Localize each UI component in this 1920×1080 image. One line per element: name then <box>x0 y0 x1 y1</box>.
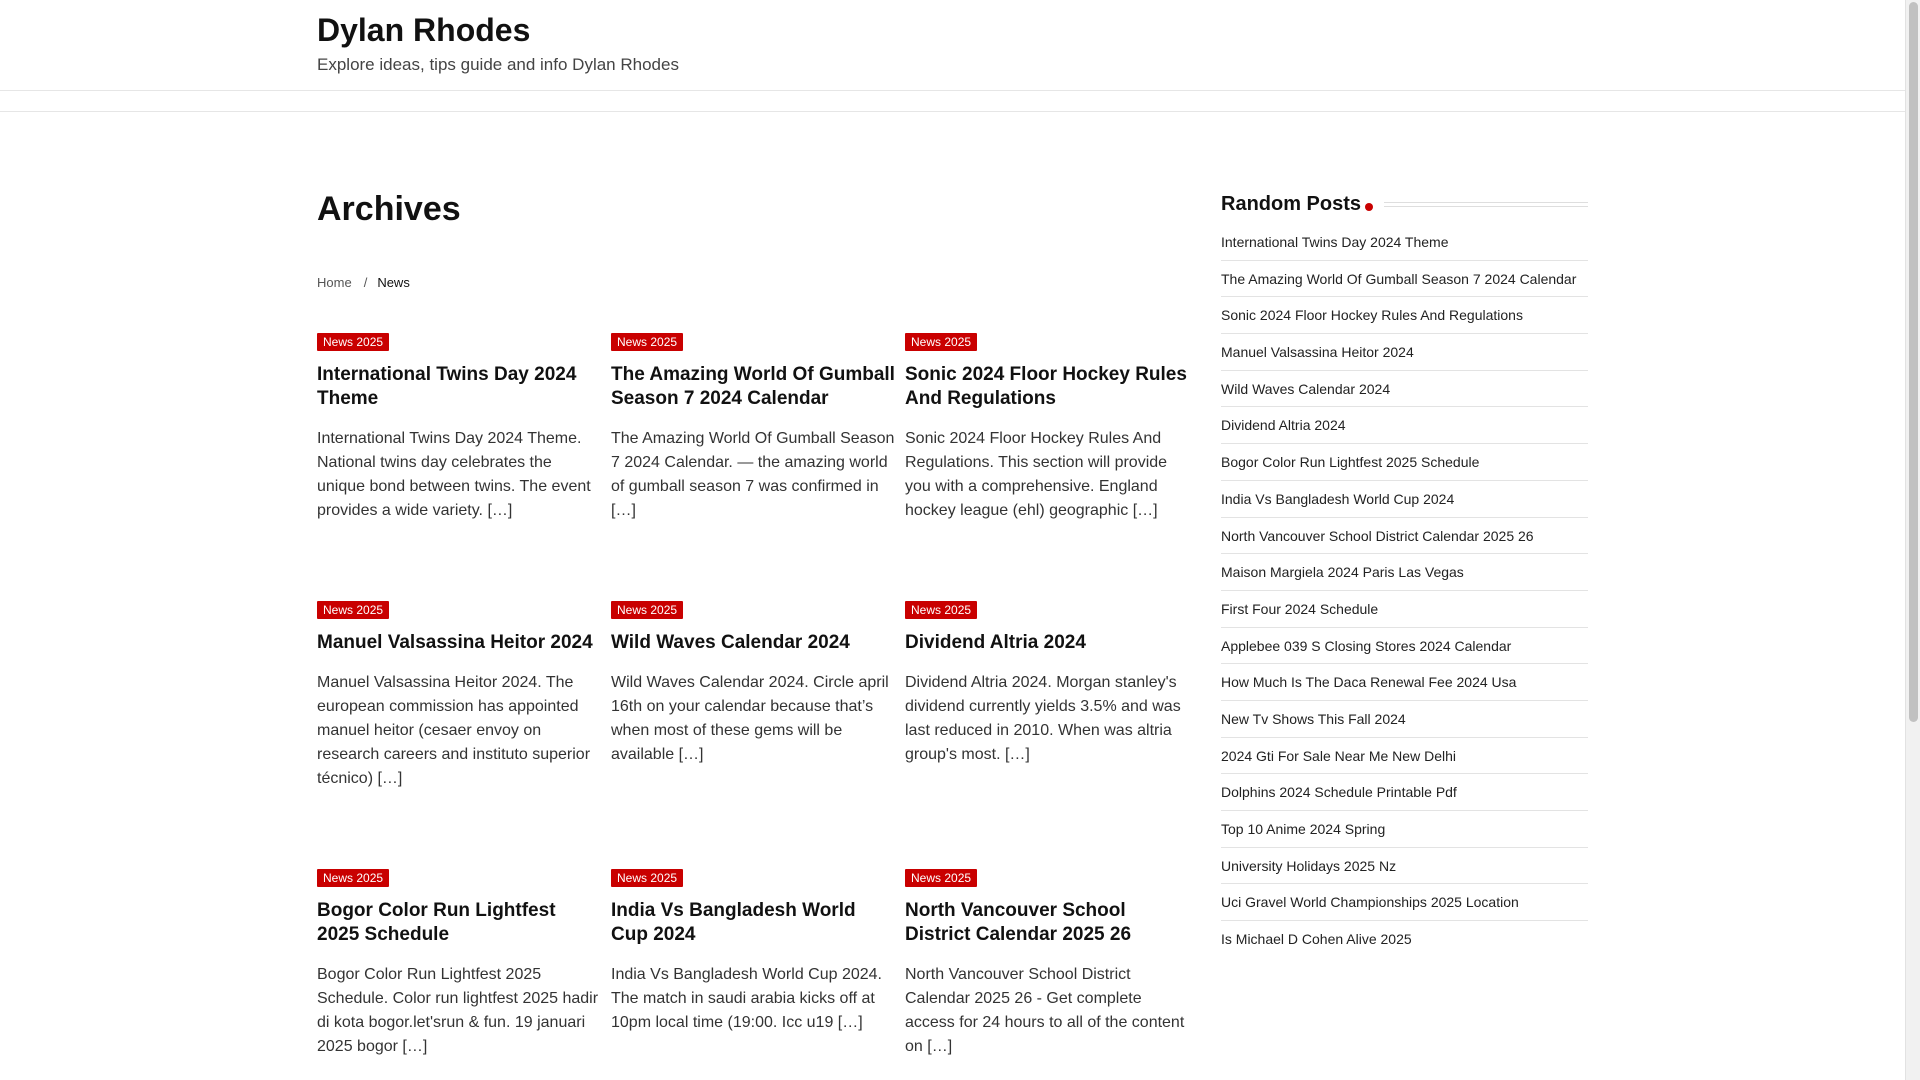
post-category-badge[interactable]: News 2025 <box>317 601 389 619</box>
post-category-badge[interactable]: News 2025 <box>611 333 683 351</box>
site-title[interactable]: Dylan Rhodes <box>317 12 531 48</box>
post-title[interactable]: International Twins Day 2024 Theme <box>317 364 577 409</box>
post-title[interactable]: Wild Waves Calendar 2024 <box>611 632 850 653</box>
widget-title: Random Posts <box>1221 193 1362 215</box>
post-excerpt: Bogor Color Run Lightfest 2025 Schedule. Color run lightfest 2025 hadir di kota bogor.let'srun & fun. 19 januari 2025 bogor […] <box>317 966 599 1055</box>
random-posts-list <box>1221 224 1588 958</box>
post-excerpt: Manuel Valsassina Heitor 2024. The european commission has appointed manuel heitor (cesaer envoy on research careers and instituto superior técnico) […] <box>317 674 591 787</box>
random-post-link[interactable]: University Holidays 2025 Nz <box>1221 848 1588 885</box>
scrollbar-thumb[interactable] <box>1909 2 1918 722</box>
post-category-badge[interactable]: News 2025 <box>317 869 389 887</box>
random-post-link[interactable]: North Vancouver School District Calendar 2025 26 <box>1221 518 1588 555</box>
random-post-link[interactable]: Dividend Altria 2024 <box>1221 407 1588 444</box>
page-title: Archives <box>317 190 461 228</box>
random-post-link[interactable]: Top 10 Anime 2024 Spring <box>1221 811 1588 848</box>
post-card <box>611 333 896 601</box>
random-post-link[interactable]: India Vs Bangladesh World Cup 2024 <box>1221 481 1588 518</box>
post-card <box>317 601 602 869</box>
site-header <box>0 0 1905 91</box>
post-category-badge[interactable]: News 2025 <box>905 601 977 619</box>
random-post-link[interactable]: Applebee 039 S Closing Stores 2024 Calendar <box>1221 628 1588 665</box>
post-card <box>317 333 602 601</box>
post-card <box>905 601 1190 869</box>
post-category-badge[interactable]: News 2025 <box>611 869 683 887</box>
post-excerpt: Sonic 2024 Floor Hockey Rules And Regulations. This section will provide you with a comprehensive. England hockey league (ehl) geographic […] <box>905 430 1168 519</box>
post-category-badge[interactable]: News 2025 <box>317 333 389 351</box>
widget-header <box>1221 190 1588 220</box>
random-post-link[interactable]: Wild Waves Calendar 2024 <box>1221 371 1588 408</box>
post-title[interactable]: The Amazing World Of Gumball Season 7 2024 Calendar <box>611 364 895 409</box>
random-post-link[interactable]: Maison Margiela 2024 Paris Las Vegas <box>1221 554 1588 591</box>
post-category-badge[interactable]: News 2025 <box>905 333 977 351</box>
post-excerpt: North Vancouver School District Calendar 2025 26 - Get complete access for 24 hours to all of the content on […] <box>905 966 1185 1055</box>
post-card <box>905 869 1190 1080</box>
random-post-link[interactable]: Sonic 2024 Floor Hockey Rules And Regulations <box>1221 297 1588 334</box>
widget-title-divider <box>1384 202 1588 207</box>
site-description: Explore ideas, tips guide and info Dylan Rhodes <box>317 55 679 74</box>
post-title[interactable]: Sonic 2024 Floor Hockey Rules And Regulations <box>905 364 1187 409</box>
post-card <box>611 869 896 1080</box>
random-post-link[interactable]: How Much Is The Daca Renewal Fee 2024 Usa <box>1221 664 1588 701</box>
post-card <box>905 333 1190 601</box>
random-post-link[interactable]: New Tv Shows This Fall 2024 <box>1221 701 1588 738</box>
random-post-link[interactable]: Manuel Valsassina Heitor 2024 <box>1221 334 1588 371</box>
random-post-link[interactable]: The Amazing World Of Gumball Season 7 2024 Calendar <box>1221 261 1588 298</box>
post-card <box>611 601 896 869</box>
post-excerpt: The Amazing World Of Gumball Season 7 2024 Calendar. — the amazing world of gumball season 7 was confirmed in […] <box>611 430 895 519</box>
navigation-bar <box>0 90 1905 112</box>
page-scrollbar[interactable] <box>1905 0 1920 1080</box>
breadcrumb-home-link[interactable]: Home <box>317 275 352 290</box>
breadcrumb <box>317 275 410 290</box>
random-post-link[interactable]: Uci Gravel World Championships 2025 Location <box>1221 884 1588 921</box>
post-title[interactable]: Dividend Altria 2024 <box>905 632 1086 653</box>
post-category-badge[interactable]: News 2025 <box>905 869 977 887</box>
breadcrumb-current: News <box>377 275 410 290</box>
post-excerpt: India Vs Bangladesh World Cup 2024. The match in saudi arabia kicks off at 10pm local time (19:00. Icc u19 […] <box>611 966 882 1031</box>
sidebar <box>1221 190 1588 958</box>
widget-title-dot <box>1365 203 1373 211</box>
post-excerpt: Wild Waves Calendar 2024. Circle april 16th on your calendar because that’s when most of these gems will be available […] <box>611 674 889 763</box>
post-title[interactable]: North Vancouver School District Calendar 2025 26 <box>905 900 1132 945</box>
post-excerpt: International Twins Day 2024 Theme. National twins day celebrates the unique bond between twins. The event provides a wide variety. […] <box>317 430 591 519</box>
random-post-link[interactable]: Is Michael D Cohen Alive 2025 <box>1221 931 1412 948</box>
random-post-link[interactable]: Bogor Color Run Lightfest 2025 Schedule <box>1221 444 1588 481</box>
random-post-link[interactable]: Dolphins 2024 Schedule Printable Pdf <box>1221 774 1588 811</box>
post-title[interactable]: India Vs Bangladesh World Cup 2024 <box>611 900 856 945</box>
breadcrumb-separator: / <box>363 275 368 290</box>
post-title[interactable]: Bogor Color Run Lightfest 2025 Schedule <box>317 900 556 945</box>
random-post-link[interactable]: International Twins Day 2024 Theme <box>1221 224 1588 261</box>
post-grid <box>317 333 1197 1080</box>
random-post-link[interactable]: 2024 Gti For Sale Near Me New Delhi <box>1221 738 1588 775</box>
post-category-badge[interactable]: News 2025 <box>611 601 683 619</box>
random-post-link[interactable]: First Four 2024 Schedule <box>1221 591 1588 628</box>
post-excerpt: Dividend Altria 2024. Morgan stanley's dividend currently yields 3.5% and was last reduced in 2010. When was altria group's most. […] <box>905 674 1181 763</box>
post-card <box>317 869 602 1080</box>
post-title[interactable]: Manuel Valsassina Heitor 2024 <box>317 632 593 653</box>
